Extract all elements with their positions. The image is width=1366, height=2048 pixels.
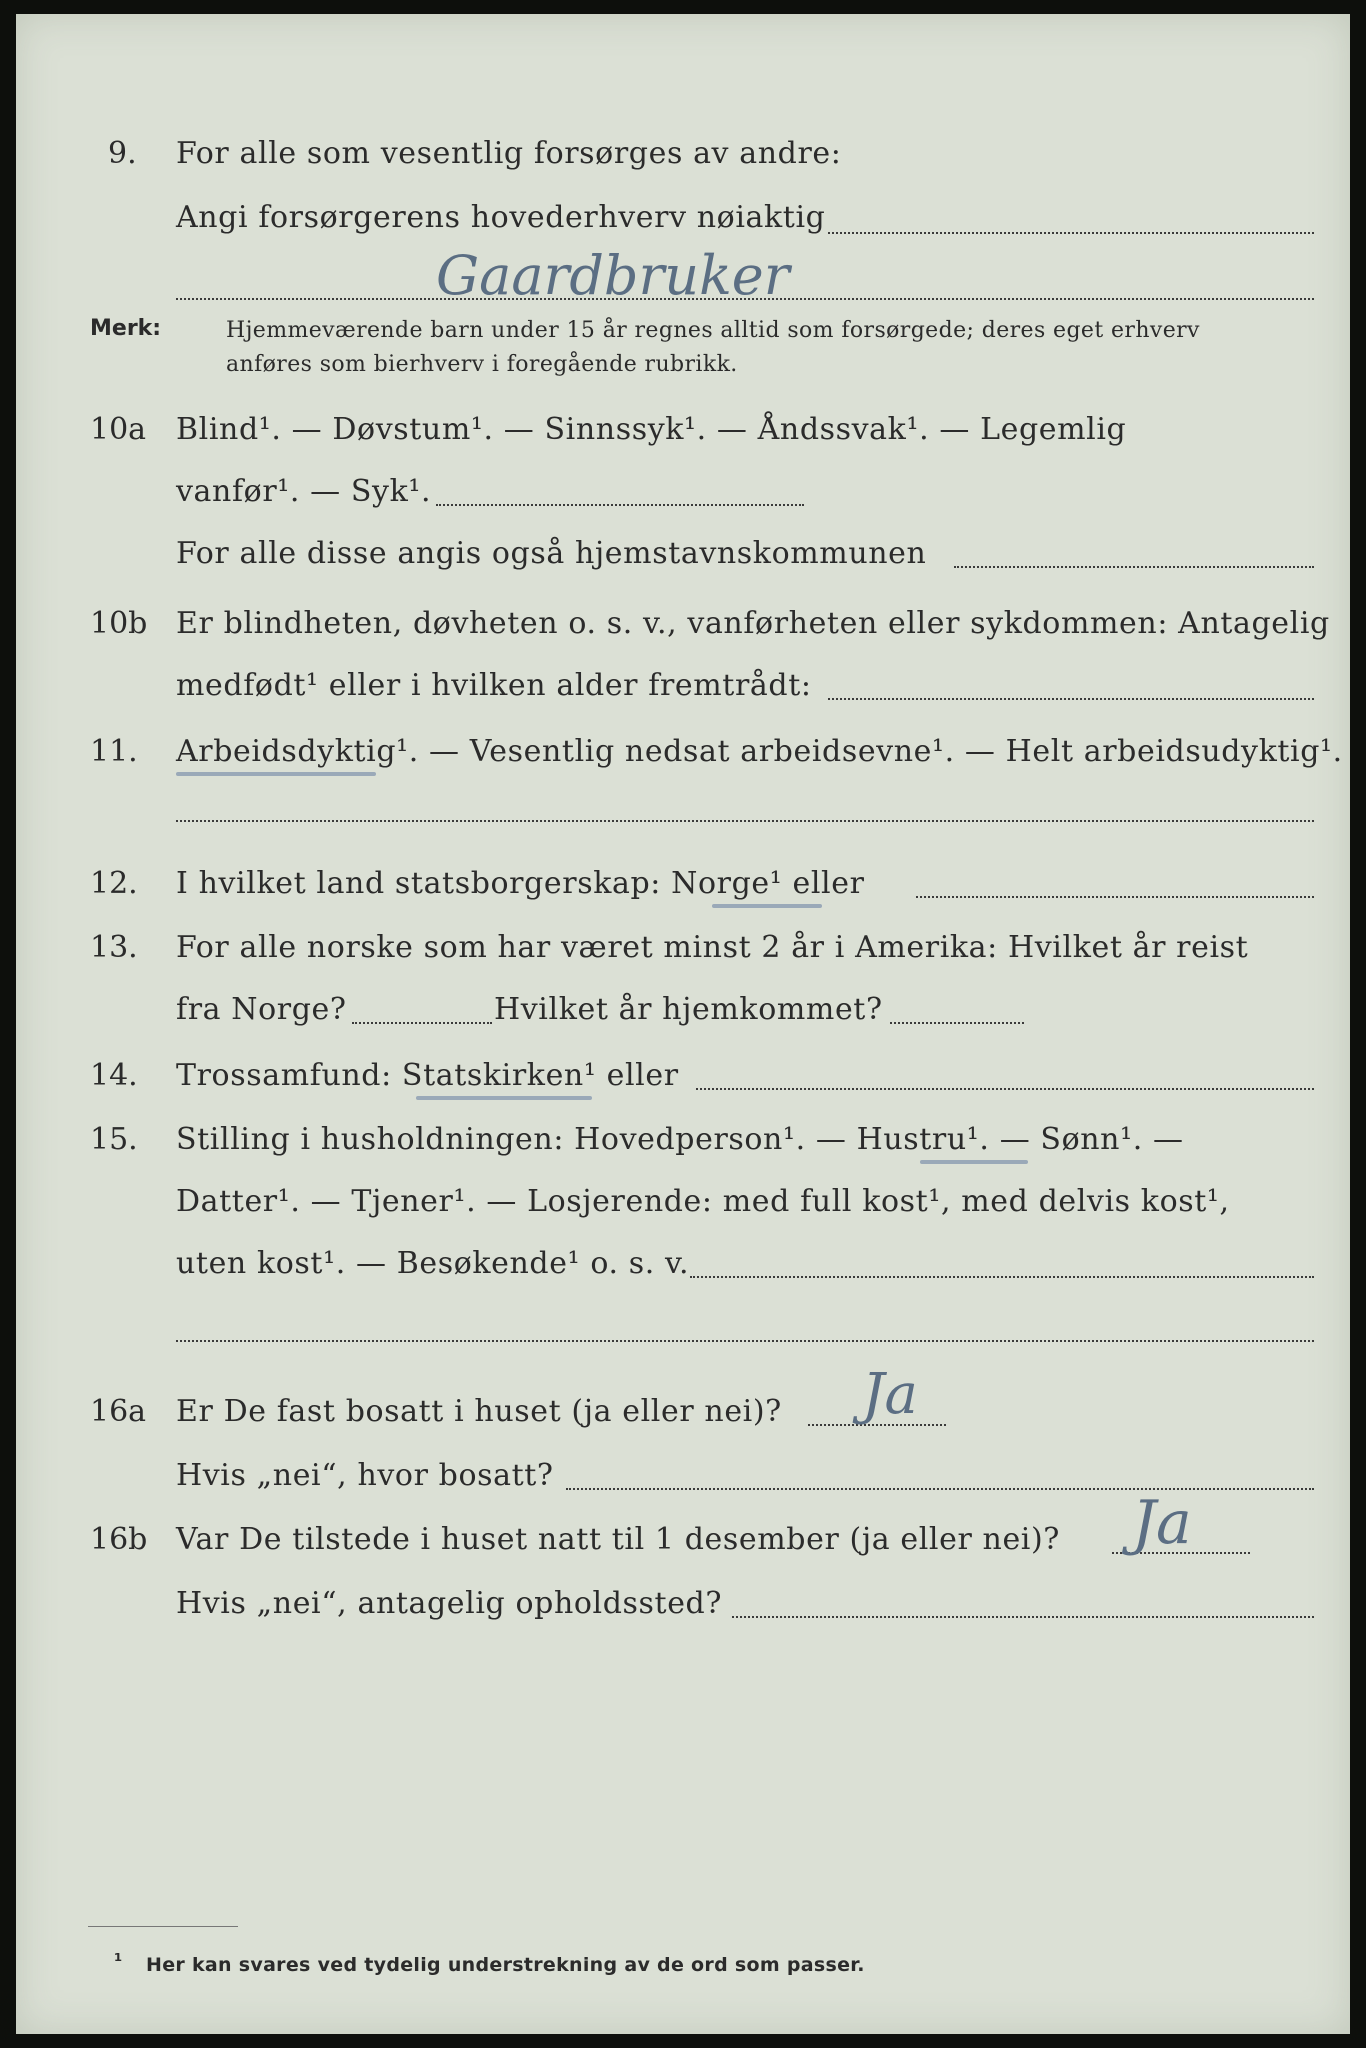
merk-label: Merk:	[90, 316, 162, 341]
q9-answer-line	[176, 298, 1314, 300]
q10a-syk-line	[436, 504, 804, 506]
q10b-number: 10b	[90, 606, 148, 641]
q13-number: 13.	[90, 930, 138, 965]
q10a-line2: vanfør¹. — Syk¹.	[176, 474, 432, 509]
q10a-line3: For alle disse angis også hjemstavnskommunen	[176, 536, 927, 571]
q10a-kommune-line	[954, 566, 1314, 568]
q10a-number: 10a	[90, 412, 147, 447]
q16b-line1: Var De tilstede i huset natt til 1 desember (ja eller nei)?	[176, 1522, 1060, 1557]
q9-line1: For alle som vesentlig forsørges av andre:	[176, 136, 842, 171]
q16b-opholdssted-line	[732, 1616, 1314, 1618]
q12-norge-underline	[712, 904, 822, 908]
q16a-line2: Hvis „nei“, hvor bosatt?	[176, 1458, 554, 1493]
q10b-line1: Er blindheten, døvheten o. s. v., vanførheten eller sykdommen: Antagelig	[176, 606, 1330, 641]
q11-answer-line	[176, 820, 1314, 822]
q9-line2: Angi forsørgerens hovederhverv nøiaktig	[176, 200, 826, 235]
q11-underline-mark	[176, 772, 376, 776]
q12-number: 12.	[90, 866, 138, 901]
census-form-page	[16, 14, 1350, 2034]
q13-line2b: Hvilket år hjemkommet?	[494, 992, 883, 1027]
q15-line3: uten kost¹. — Besøkende¹ o. s. v.	[176, 1246, 690, 1281]
q14-statskirken-underline	[416, 1096, 592, 1100]
q13-line2a: fra Norge?	[176, 992, 347, 1027]
q9-number: 9.	[108, 136, 137, 171]
q16b-handwritten-answer: Ja	[1132, 1488, 1192, 1558]
q15-number: 15.	[90, 1122, 138, 1157]
q10a-line1: Blind¹. — Døvstum¹. — Sinnssyk¹. — Åndssvak¹. — Legemlig	[176, 412, 1127, 447]
q11-line1: Arbeidsdyktig¹. — Vesentlig nedsat arbeidsevne¹. — Helt arbeidsudyktig¹.	[176, 734, 1343, 769]
q12-land-line	[916, 896, 1314, 898]
q14-trossamfund-line	[696, 1088, 1314, 1090]
q12-line1: I hvilket land statsborgerskap: Norge¹ eller	[176, 866, 865, 901]
q14-number: 14.	[90, 1058, 138, 1093]
footnote-text: Her kan svares ved tydelig understrekning av de ord som passer.	[146, 1954, 865, 1976]
q13-hjemkommet-line	[890, 1022, 1024, 1024]
merk-line1: Hjemmeværende barn under 15 år regnes alltid som forsørgede; deres eget erhverv	[226, 318, 1200, 343]
q15-line2: Datter¹. — Tjener¹. — Losjerende: med full kost¹, med delvis kost¹,	[176, 1184, 1230, 1219]
footnote-mark: ¹	[114, 1950, 123, 1972]
q13-reist-line	[352, 1022, 492, 1024]
q13-line1: For alle norske som har været minst 2 år i Amerika: Hvilket år reist	[176, 930, 1249, 965]
q16b-number: 16b	[90, 1522, 148, 1557]
q10b-age-line	[828, 698, 1314, 700]
q16a-line1: Er De fast bosatt i huset (ja eller nei)?	[176, 1394, 782, 1429]
q9-handwritten-answer: Gaardbruker	[436, 244, 790, 307]
q16b-line2: Hvis „nei“, antagelig opholdssted?	[176, 1586, 723, 1621]
q14-line1: Trossamfund: Statskirken¹ eller	[176, 1058, 679, 1093]
q11-number: 11.	[90, 734, 138, 769]
q16a-bosatt-line	[566, 1488, 1314, 1490]
footnote-rule	[88, 1926, 238, 1927]
q15-answer-line	[176, 1340, 1314, 1342]
q16a-number: 16a	[90, 1394, 147, 1429]
q10b-line2: medfødt¹ eller i hvilken alder fremtrådt:	[176, 668, 812, 703]
q15-line1: Stilling i husholdningen: Hovedperson¹. — Hustru¹. — Sønn¹. —	[176, 1122, 1184, 1157]
q15-besokende-line	[690, 1276, 1314, 1278]
q15-hustru-underline	[920, 1160, 1028, 1164]
merk-line2: anføres som bierhverv i foregående rubrikk.	[226, 352, 738, 377]
q16a-handwritten-answer: Ja	[862, 1362, 918, 1427]
q9-dotted-line	[828, 232, 1314, 234]
